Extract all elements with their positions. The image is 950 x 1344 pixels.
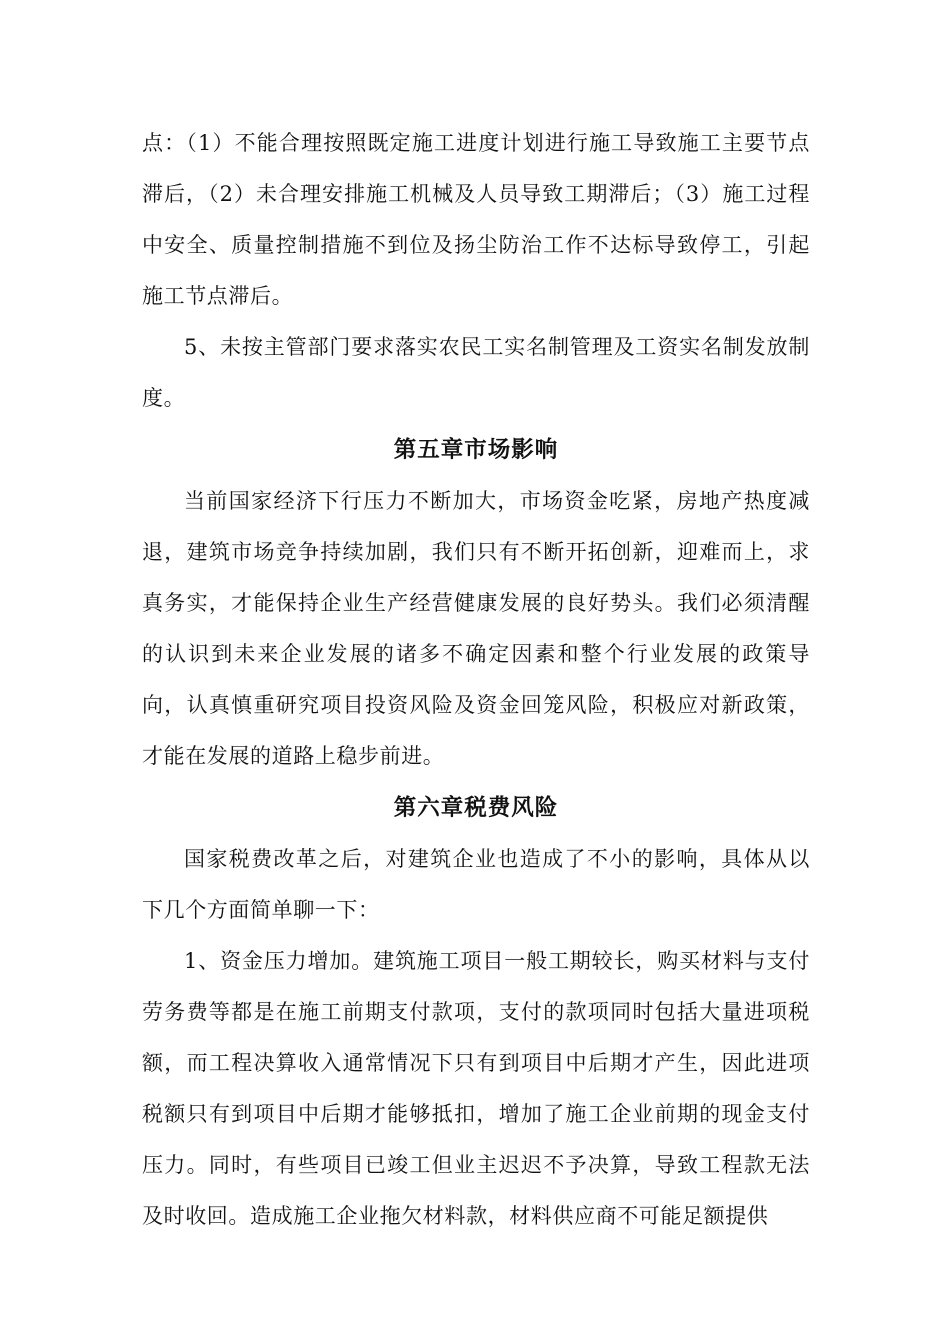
chapter-5-heading: 第五章市场影响 [393, 437, 559, 463]
chapter-6-heading: 第六章税费风险 [393, 795, 559, 821]
paragraph-chapter-5: 当前国家经济下行压力不断加大，市场资金吃紧，房地产热度减退，建筑市场竞争持续加剧，我们只有不断开拓创新，迎难而上，求真务实，才能保持企业生产经营健康发展的良好势头。我们必须清醒的认识到未来企业发展的诸多不确定因素和整个行业发展的政策导向，认真慎重研究项目投资风险及资金回笼风险，积极应对新政策，才能在发展的道路上稳步前进。 [142, 489, 810, 768]
paragraph-continuation: 点：（1）不能合理按照既定施工进度计划进行施工导致施工主要节点滞后，（2）未合理安排施工机械及人员导致工期滞后；（3）施工过程中安全、质量控制措施不到位及扬尘防治工作不达标导致停工，引起施工节点滞后。 [142, 131, 810, 308]
paragraph-chapter-6-intro: 国家税费改革之后，对建筑企业也造成了不小的影响，具体从以下几个方面简单聊一下： [142, 847, 810, 922]
paragraph-chapter-6-item-1: 1、资金压力增加。建筑施工项目一般工期较长，购买材料与支付劳务费等都是在施工前期支付款项，支付的款项同时包括大量进项税额，而工程决算收入通常情况下只有到项目中后期才产生，因此进项税额只有到项目中后期才能够抵扣，增加了施工企业前期的现金支付压力。同时，有些项目已竣工但业主迟迟不予决算，导致工程款无法及时收回。造成施工企业拖欠材料款，材料供应商不可能足额提供 [142, 949, 810, 1228]
document-page [142, 118, 810, 1242]
paragraph-item-5: 5、未按主管部门要求落实农民工实名制管理及工资实名制发放制度。 [142, 335, 810, 410]
